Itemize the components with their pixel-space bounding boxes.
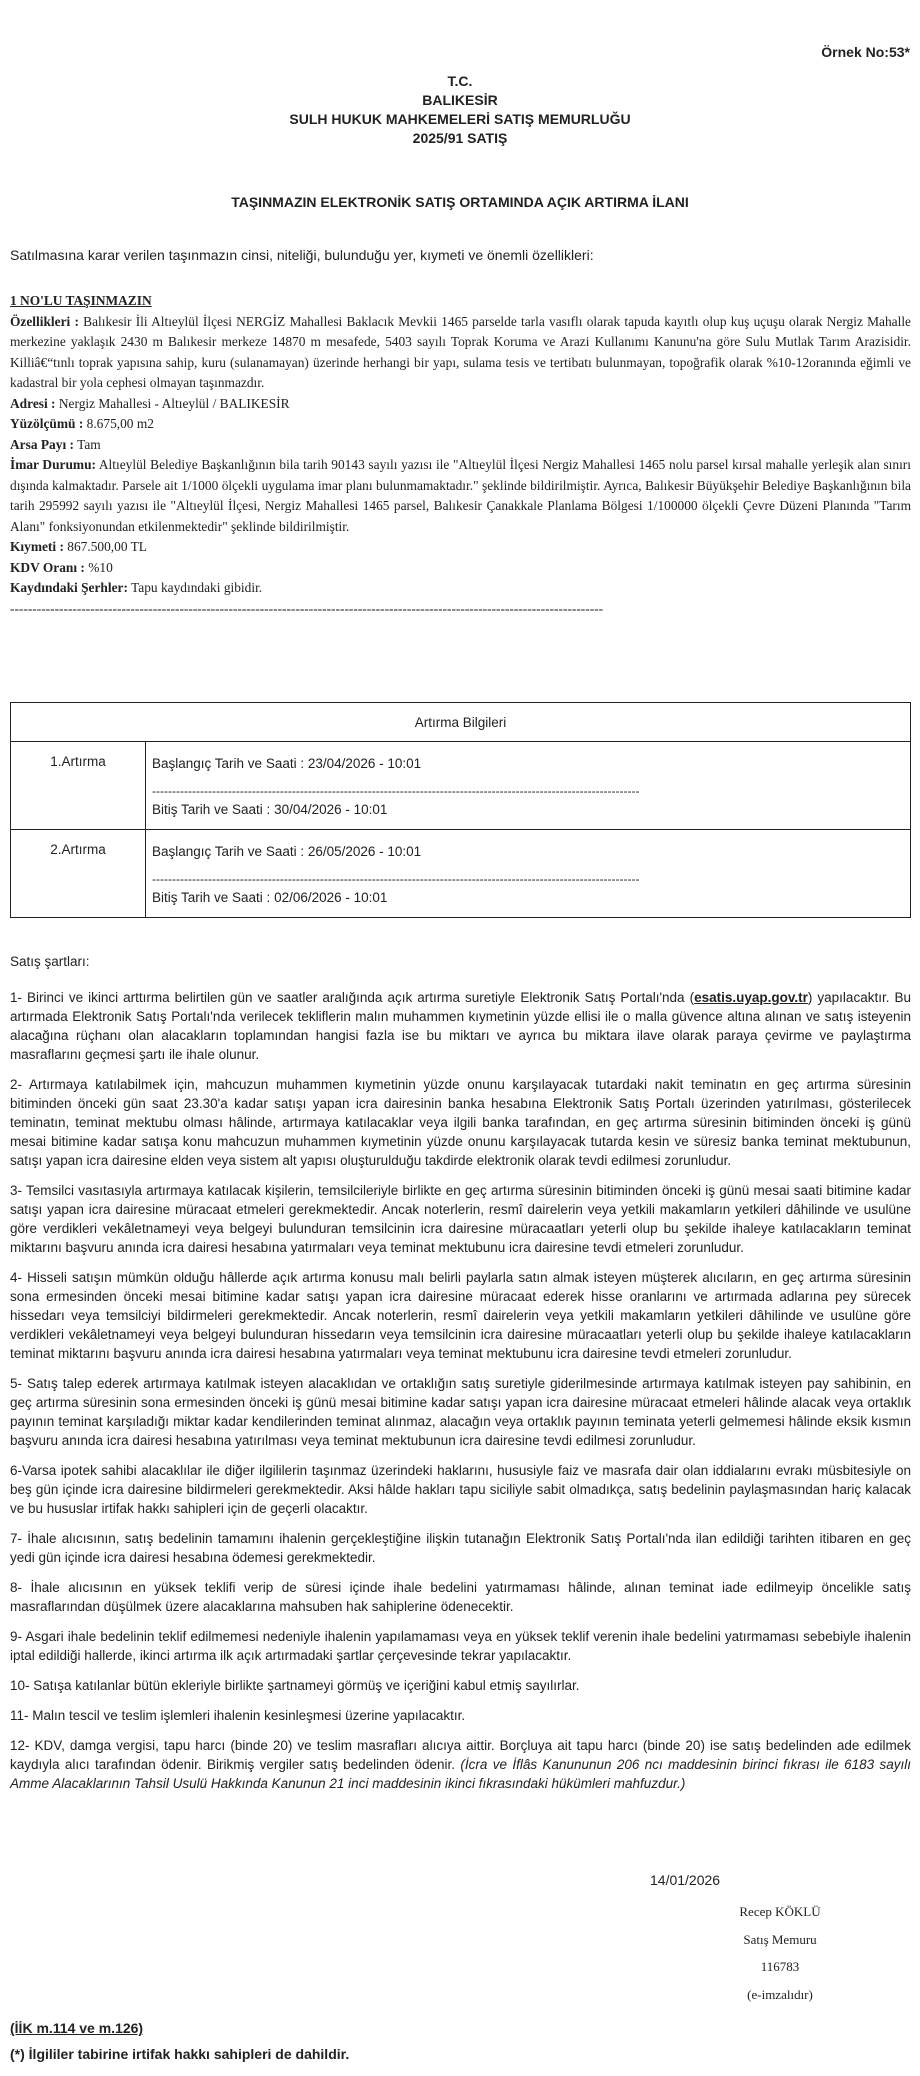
property-zoning bbox=[10, 455, 911, 537]
end-label: Bitiş Tarih ve Saati : bbox=[152, 890, 275, 905]
term-item: 7- İhale alıcısının, satış bedelinin tamamını ihalenin gerçekleştiğine ilişkin tutanağın Elektronik Satış Portalı'nda ilan edildiği tarihten itibaren en geç yedi gün içinde icra dairesi hesabına ödemesi gerekmektedir. bbox=[10, 1531, 911, 1565]
vat-label: KDV Oranı : bbox=[10, 559, 85, 575]
round-start bbox=[152, 753, 904, 775]
round-end bbox=[152, 887, 904, 909]
round-detail bbox=[146, 830, 911, 918]
features-value: Balıkesir İli Altıeylül İlçesi NERGİZ Mahallesi Baklacık Mevkii 1465 parselde tarla vasıflı olarak tapuda kayıtlı olup kuş uçuşu olarak Nergiz Mahalle merkezine yaklaşık 2430 m Balıkesir merkeze 14870 m mesafede, 5403 sayılı Toprak Koruma ve Arazi Kullanımı Kanunu'na göre Sulu Mutlak Tarım Arazisidir. Killiâ€“tınlı toprak yapısına sahip, kuru (sulanamayan) üzerinde herhangi bir yapı, sulama tesis ve tertibatı bulunmayan, topoğrafik olarak %10-12oranında eğimli ve kadastral bir yola cephesi olmayan taşınmazdır. bbox=[10, 313, 911, 390]
header-republic: T.C. bbox=[447, 73, 473, 89]
round-start bbox=[152, 841, 904, 863]
share-label: Arsa Payı : bbox=[10, 436, 74, 452]
round-separator: -------------------------------------------------------------------------------------------------------------------------- bbox=[152, 784, 640, 798]
value-amount: 867.500,00 TL bbox=[63, 539, 147, 554]
term-item bbox=[10, 1736, 911, 1793]
property-area bbox=[10, 414, 911, 435]
document-date: 14/01/2026 bbox=[650, 1872, 721, 1888]
term-item: 3- Temsilci vasıtasıyla artırmaya katılacak kişilerin, temsilcileriyle birlikte en geç artırma süresinin bitiminden önceki iş günü mesai saati bitimine kadar satışı yapan icra dairesine müracaat etmeleri gerekmektedir. Ancak noterlerin, resmî dairelerin veya yetkili makamların yetkileri dâhilinde ve usulüne göre verdikleri vekâletnameyi veya belgeyi bulunduran temsilcinin icra dairesine müracaatları yeterli olup bu şekilde ihaleye katılacakların teminat miktarını başvuru anında icra dairesi hesabına yatırmaları veya teminat mektubunu icra dairesine tevdi etmeleri zorunludur. bbox=[10, 1183, 911, 1255]
signer-name: Recep KÖKLÜ bbox=[739, 1904, 821, 1919]
share-value: Tam bbox=[73, 436, 101, 452]
value-label: Kıymeti : bbox=[10, 539, 64, 554]
header-office: SULH HUKUK MAHKEMELERİ SATIŞ MEMURLUĞU bbox=[289, 111, 631, 127]
property-features bbox=[10, 312, 911, 394]
signer-title: Satış Memuru bbox=[743, 1931, 817, 1947]
sale-terms bbox=[10, 952, 911, 1804]
esatis-link[interactable]: esatis.uyap.gov.tr bbox=[694, 990, 808, 1005]
address-value: Nergiz Mahallesi - Altıeylül / BALIKESİR bbox=[55, 395, 290, 411]
vat-value: %10 bbox=[84, 559, 113, 575]
end-label: Bitiş Tarih ve Saati : bbox=[152, 802, 275, 817]
area-value: 8.675,00 m2 bbox=[83, 416, 154, 431]
round-label: 1.Artırma bbox=[11, 742, 146, 830]
start-value: 23/04/2026 - 10:01 bbox=[307, 756, 422, 771]
round-label: 2.Artırma bbox=[11, 830, 146, 918]
round-detail bbox=[146, 742, 911, 830]
notice-title: TAŞINMAZIN ELEKTRONİK SATIŞ ORTAMINDA AÇIK ARTIRMA İLANI bbox=[231, 194, 689, 210]
property-vat bbox=[10, 558, 911, 579]
header-file-number: 2025/91 SATIŞ bbox=[412, 130, 508, 146]
start-label: Başlangıç Tarih ve Saati : bbox=[152, 756, 308, 771]
term-item: 2- Artırmaya katılabilmek için, mahcuzun muhammen kıymetinin yüzde onunu karşılayacak tutardaki nakit teminatın en geç artırma süresinin bitiminden önceki gün saat 23.30'a kadar satışı yapan icra dairesinin banka hesabına Elektronik Satış Portalı üzerinden yatırılması, gösterilecek teminatın, teminat mektubu olması hâlinde, artırmaya katılacaklar veya ilgili banka tarafından, en geç artırma süresinin bitiminden önceki iş günü mesai bitimine kadar satışa konu mahcuzun muhammen kıymetinin yüzde onunu karşılayacak tutarda kesin ve süresiz banka teminat mektubunun, satışı yapan icra dairesine elden veya sistem alt yapısı oluşturulduğu takdirde elektronik olarak tevdi edilmesi zorunludur. bbox=[10, 1077, 911, 1168]
term1-pre: 1- Birinci ve ikinci arttırma belirtilen gün ve saatler aralığında açık artırma suretiyle Elektronik Satış Portalı'nda ( bbox=[10, 990, 695, 1005]
property-separator: ------------------------------------------------------------------------------------------------------------------------------------- bbox=[10, 600, 604, 616]
term-item: 11- Malın tescil ve teslim işlemleri ihalenin kesinleşmesi üzerine yapılacaktır. bbox=[10, 1708, 466, 1723]
auction-info-table bbox=[10, 702, 911, 918]
annotations-value: Tapu kaydındaki gibidir. bbox=[127, 580, 263, 595]
round-end bbox=[152, 799, 904, 821]
property-section bbox=[10, 291, 911, 619]
round-separator: -------------------------------------------------------------------------------------------------------------------------- bbox=[152, 872, 640, 886]
term-item: 4- Hisseli satışın mümkün olduğu hâllerde açık artırma konusu malı belirli paylarla satın almak isteyen müşterek alıcıların, en geç artırma süresinin sona ermesinden önceki mesai bitimine kadar satışı yapan icra dairesine müracaat ederek hisse oranlarını ve artırmada adlarına pey sürecek hissedarı veya temsilciyi bildirmeleri gerekmektedir. Ancak noterlerin, resmî dairelerin veya yetkili makamların yetkileri dâhilinde ve usulüne göre verdikleri vekâletnameyi veya belgeyi bulunduran hissedarın veya temsilcinin icra dairesine müracaatları yeterli olup bu şekilde ihaleye katılacakların teminat miktarını başvuru anında icra dairesi hesabına yatırmaları veya teminat mektubunu icra dairesine tevdi etmeleri zorunludur. bbox=[10, 1270, 911, 1361]
annotations-label: Kaydındaki Şerhler: bbox=[10, 580, 128, 595]
auction-round-row bbox=[11, 742, 911, 830]
intro-text: Satılmasına karar verilen taşınmazın cinsi, niteliği, bulunduğu yer, kıymeti ve önemli özellikleri: bbox=[10, 247, 594, 263]
footnote-note: (*) İlgililer tabirine irtifak hakkı sahipleri de dahildir. bbox=[10, 2046, 350, 2062]
term-item: 10- Satışa katılanlar bütün ekleriyle birlikte şartnameyi görmüş ve içeriğini kabul etmiş sayılırlar. bbox=[10, 1678, 580, 1693]
property-address bbox=[10, 394, 911, 415]
property-value bbox=[10, 537, 911, 558]
auction-info-title: Artırma Bilgileri bbox=[11, 703, 911, 742]
zoning-value: Altıeylül Belediye Başkanlığının bila tarih 90143 sayılı yazısı ile "Altıeylül İlçesi Nergiz Mahallesi 1465 nolu parsel kırsal mahalle yerleşik alan sınırı dışında kalmaktadır. Parsele ait 1/1000 ölçekli uygulama imar planı bulunmamaktadır." şeklinde bildirilmiştir. Ayrıca, Balıkesir Büyükşehir Belediye Başkanlığının bila tarih 295992 sayılı yazısı ile "Altıeylül İlçesi, Nergiz Mahallesi 1465 parsel, Balıkesir Çanakkale Planlama Bölgesi 1/100000 ölçekli Çevre Düzeni Planında "Tarım Alanı" fonksiyonundan etkilenmektedir" şeklinde bildirilmiştir. bbox=[10, 457, 911, 534]
term-item: 6-Varsa ipotek sahibi alacaklılar ile diğer ilgililerin taşınmaz üzerindeki haklarını, hususiyle faiz ve masrafa dair olan iddialarını evrakı müsbitesiyle on beş gün içinde icra dairesine bildirmeleri gerekmektedir. Aksi hâlde hakları tapu siciliyle sabit olmadıkça, satış bedelinin paylaşmasından hariç kalacak ve bu hususlar irtifak hakkı sahipleri için de geçerli olacaktır. bbox=[10, 1463, 911, 1516]
term-item: 5- Satış talep ederek artırmaya katılmak isteyen alacaklıdan ve ortaklığın satış suretiyle giderilmesinde artırmaya katılmak isteyen pay sahibinin, en geç artırma süresinin sona ermesinden önceki iş günü mesai bitimine kadar satışı yapan icra dairesine müracaat etmeleri hâlinde alacak veya ortaklık payının teminat karşıladığı miktar kadar kendilerinden teminat alınmaz, alacağın veya ortaklık payının teminata yeterli gelmemesi hâlinde eksik kısmın başvuru anında icra dairesi hesabına yatırılması veya teminat mektubunun icra dairesine tevdi edilmesi zorunludur. bbox=[10, 1376, 911, 1448]
signature-block bbox=[700, 1898, 860, 2008]
term12-main: 12- KDV, damga vergisi, tapu harcı (binde 20) ve teslim masrafları alıcıya aittir. Borçluya ait tapu harcı (binde 20) ise satış bedelinden ade edilmek kaydıyla alıcı tarafından ödenir. Birikmiş vergiler satış bedelinden ödenir. bbox=[10, 1738, 911, 1772]
header-city: BALIKESİR bbox=[422, 92, 498, 108]
zoning-label: İmar Durumu: bbox=[10, 457, 96, 472]
term12-legal-note: (İcra ve İflâs Kanununun 206 ncı maddesinin birinci fıkrası ile 6183 sayılı Amme Alacaklarının Tahsil Usulü Hakkında Kanunun 21 inci maddesinin ikinci fıkrasındaki hükümleri mahfuzdur.) bbox=[10, 1757, 912, 1791]
start-value: 26/05/2026 - 10:01 bbox=[307, 844, 422, 859]
signer-number: 116783 bbox=[760, 1959, 800, 1974]
term-item bbox=[10, 988, 911, 1064]
sample-number: Örnek No:53* bbox=[821, 44, 910, 60]
term1-post: ) yapılacaktır. Bu artırmada Elektronik Satış Portalı'nda verilecek tekliflerin malın muhammen kıymetinin yüzde ellisi ile o malla güvence altına alınan ve satış isteyenin alacağına rüçhanı olan alacakların toplamından hangisi fazla ise bu miktarı ve ayrıca bu miktara ilave olarak paraya çevirme ve paylaştırma masraflarını geçmesi şartı ile ihale olunur. bbox=[10, 990, 911, 1062]
legal-reference: (İİK m.114 ve m.126) bbox=[10, 2020, 144, 2036]
term-item: 8- İhale alıcısının en yüksek teklifi verip de süresi içinde ihale bedelini yatırmaması hâlinde, alınan teminat iade edilmeyip öncelikle satış masraflarından düşülmek üzere alacaklarına mahsuben hak sahiplerine ödenecektir. bbox=[10, 1580, 911, 1614]
end-value: 02/06/2026 - 10:01 bbox=[274, 890, 388, 905]
e-signature-note: (e-imzalıdır) bbox=[747, 1986, 813, 2002]
property-share bbox=[10, 435, 911, 456]
area-label: Yüzölçümü : bbox=[10, 416, 84, 431]
features-label: Özellikleri : bbox=[10, 313, 79, 329]
terms-heading: Satış şartları: bbox=[10, 954, 90, 969]
end-value: 30/04/2026 - 10:01 bbox=[274, 802, 388, 817]
auction-round-row bbox=[11, 830, 911, 918]
property-annotations bbox=[10, 578, 911, 599]
start-label: Başlangıç Tarih ve Saati : bbox=[152, 844, 308, 859]
property-heading: 1 NO'LU TAŞINMAZIN bbox=[10, 293, 152, 308]
term-item: 9- Asgari ihale bedelinin teklif edilmemesi nedeniyle ihalenin yapılamaması veya en yüksek teklif verenin ihale bedelini yatırmaması sebebiyle ihalenin iptal edildiği hallerde, ikinci artırma ilk açık artırmadaki şartlar çerçevesinde tekrar yapılacaktır. bbox=[10, 1629, 911, 1663]
document-header bbox=[0, 72, 920, 148]
address-label: Adresi : bbox=[10, 395, 56, 411]
